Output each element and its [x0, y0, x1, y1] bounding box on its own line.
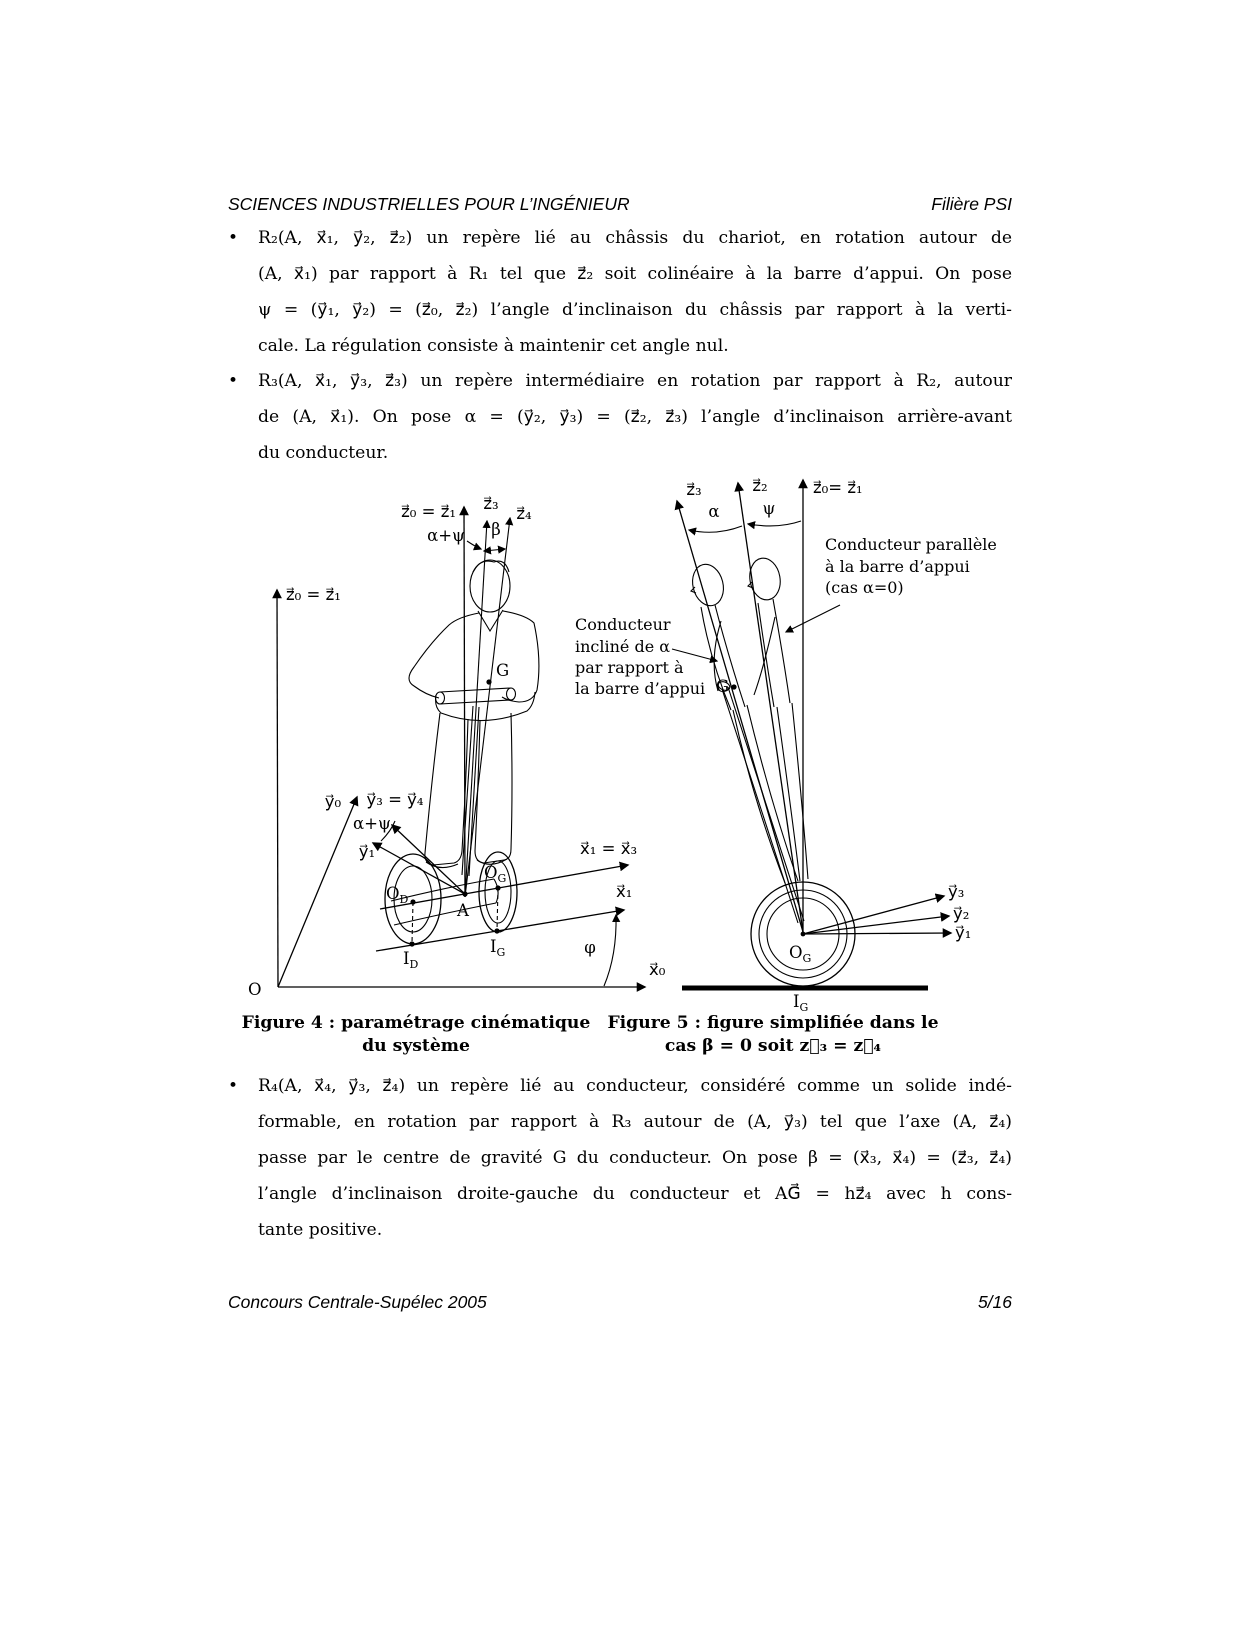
z0z1-left-label: z⃗₀ = z⃗₁: [286, 585, 341, 604]
z0z1-left-axis: [277, 590, 278, 987]
ig-label: $I_G$: [490, 937, 506, 959]
y3y4-label: y⃗₃ = y⃗₄: [366, 790, 424, 809]
point-id: [409, 941, 414, 946]
z3-label: z⃗₃: [686, 480, 702, 499]
footer-page-number: 5/16: [977, 1292, 1012, 1312]
y0-axis: [278, 797, 357, 987]
svg-text:à la barre d’appui: à la barre d’appui: [825, 557, 970, 576]
figure4-drawing: [248, 494, 666, 999]
paragraph-line: formable, en rotation par rapport à R₃ autour de (A, y⃗₃) tel que l’axe (A, z⃗₄): [258, 1112, 1012, 1132]
annotation-parallel: [786, 535, 997, 632]
y2-label: y⃗₂: [953, 904, 970, 923]
paragraph-line: du conducteur.: [258, 443, 389, 463]
a-label: A: [457, 901, 469, 920]
y3-axis: [803, 896, 944, 934]
psi-arc: [748, 521, 801, 526]
svg-text:(cas α=0): (cas α=0): [825, 578, 904, 597]
y1-label: y⃗₁: [955, 923, 972, 942]
z0z1-label: z⃗₀= z⃗₁: [813, 478, 863, 497]
z0z1-top-label: z⃗₀ = z⃗₁: [401, 502, 456, 521]
point-od: [410, 899, 415, 904]
y1-axis: [803, 933, 951, 934]
paragraph-line: ψ = (y⃗₁, y⃗₂) = (z⃗₀, z⃗₂) l’angle d’inclinaison du châssis par rapport à la verti-: [258, 300, 1012, 320]
og-label: $O_G$: [484, 863, 507, 885]
g-label: G: [496, 661, 510, 680]
point-g: [486, 679, 491, 684]
figure5-drawing: [575, 476, 997, 1014]
point-g: [731, 684, 736, 689]
psi-label: ψ: [762, 499, 776, 518]
y2-axis: [803, 916, 949, 934]
phi-label: φ: [584, 938, 596, 957]
support-bar: [717, 680, 804, 923]
z3-axis: [677, 501, 803, 932]
og-label: $O_G$: [789, 943, 812, 965]
origin-label: O: [248, 980, 262, 999]
bullet-r4: [228, 1068, 1012, 1248]
page-footer: [228, 1292, 1012, 1313]
x1x3-label: x⃗₁ = x⃗₃: [580, 839, 638, 858]
bullet-marker: •: [228, 1076, 239, 1096]
phi-arc: [604, 915, 616, 986]
paragraph-line: R₂(A, x⃗₁, y⃗₂, z⃗₂) un repère lié au châssis du chariot, en rotation autour de: [258, 228, 1012, 248]
y3-label: y⃗₃: [948, 882, 965, 901]
alpha-label: α: [708, 502, 720, 521]
annotation-incline: [575, 615, 717, 698]
paragraph-line: passe par le centre de gravité G du conducteur. On pose β = (x⃗₃, x⃗₄) = (z⃗₃, z⃗₄): [258, 1148, 1012, 1168]
point-og: [495, 885, 500, 890]
g-label: G: [715, 677, 729, 696]
paragraph-line: R₄(A, x⃗₄, y⃗₃, z⃗₄) un repère lié au conducteur, considéré comme un solide indé-: [258, 1076, 1012, 1096]
ig-label: $I_G$: [793, 992, 809, 1014]
id-label: $I_D$: [403, 949, 419, 971]
beta-label: β: [491, 520, 501, 539]
svg-text:la barre d’appui: la barre d’appui: [575, 679, 706, 698]
alpha-psi-top-label: α+ψ: [427, 526, 465, 545]
bullet-r2: [228, 220, 1012, 364]
svg-text:Conducteur parallèle: Conducteur parallèle: [825, 535, 997, 554]
y0-label: y⃗₀: [324, 792, 342, 811]
alpha-psi-top-arrow: [467, 541, 481, 549]
bullet-marker: •: [228, 228, 239, 248]
kinematics-figures: [228, 455, 1018, 1015]
z4-label: z⃗₄: [516, 504, 532, 523]
svg-text:par rapport à: par rapport à: [575, 658, 684, 677]
svg-text:Conducteur: Conducteur: [575, 615, 671, 634]
figure4-caption: Figure 4 : paramétrage cinématique du système: [241, 1013, 591, 1056]
paragraph-line: de (A, x⃗₁). On pose α = (y⃗₂, y⃗₃) = (z⃗₂, z⃗₃) l’angle d’inclinaison arrière-avant: [258, 407, 1012, 427]
page-header: [228, 194, 1012, 215]
point-ig: [494, 928, 499, 933]
z3-label: z⃗₃: [483, 494, 499, 513]
od-label: $O_D$: [386, 884, 409, 906]
paragraph-line: tante positive.: [258, 1220, 383, 1240]
x0-label: x⃗₀: [649, 960, 666, 979]
paragraph-line: l’angle d’inclinaison droite-gauche du conducteur et AG⃗ = hz⃗₄ avec h cons-: [258, 1184, 1012, 1204]
bullet-marker: •: [228, 371, 239, 391]
paragraph-line: (A, x⃗₁) par rapport à R₁ tel que z⃗₂ soit colinéaire à la barre d’appui. On pose: [258, 264, 1012, 284]
header-track: Filière PSI: [931, 194, 1012, 214]
footer-exam: Concours Centrale-Supélec 2005: [228, 1292, 487, 1312]
paragraph-line: R₃(A, x⃗₁, y⃗₃, z⃗₃) un repère intermédiaire en rotation par rapport à R₂, autour: [258, 371, 1012, 391]
beta-angle-arrows: [484, 549, 505, 551]
x1-label: x⃗₁: [616, 882, 633, 901]
y1-label: y⃗₁: [358, 842, 376, 861]
z2-label: z⃗₂: [752, 476, 768, 495]
figure5-caption: Figure 5 : figure simplifiée dans le cas β = 0 soit z⃗₃ = z⃗₄: [607, 1013, 939, 1056]
paragraph-line: cale. La régulation consiste à maintenir cet angle nul.: [258, 336, 729, 356]
alpha-arc: [689, 526, 742, 532]
alpha-psi-bottom-label: α+ψ: [353, 814, 391, 833]
od-id-dashed: [412, 902, 413, 943]
rider-side-view: [688, 556, 808, 883]
svg-text:incliné de α: incliné de α: [575, 637, 671, 656]
header-title: SCIENCES INDUSTRIELLES POUR L’INGÉNIEUR: [228, 194, 630, 214]
